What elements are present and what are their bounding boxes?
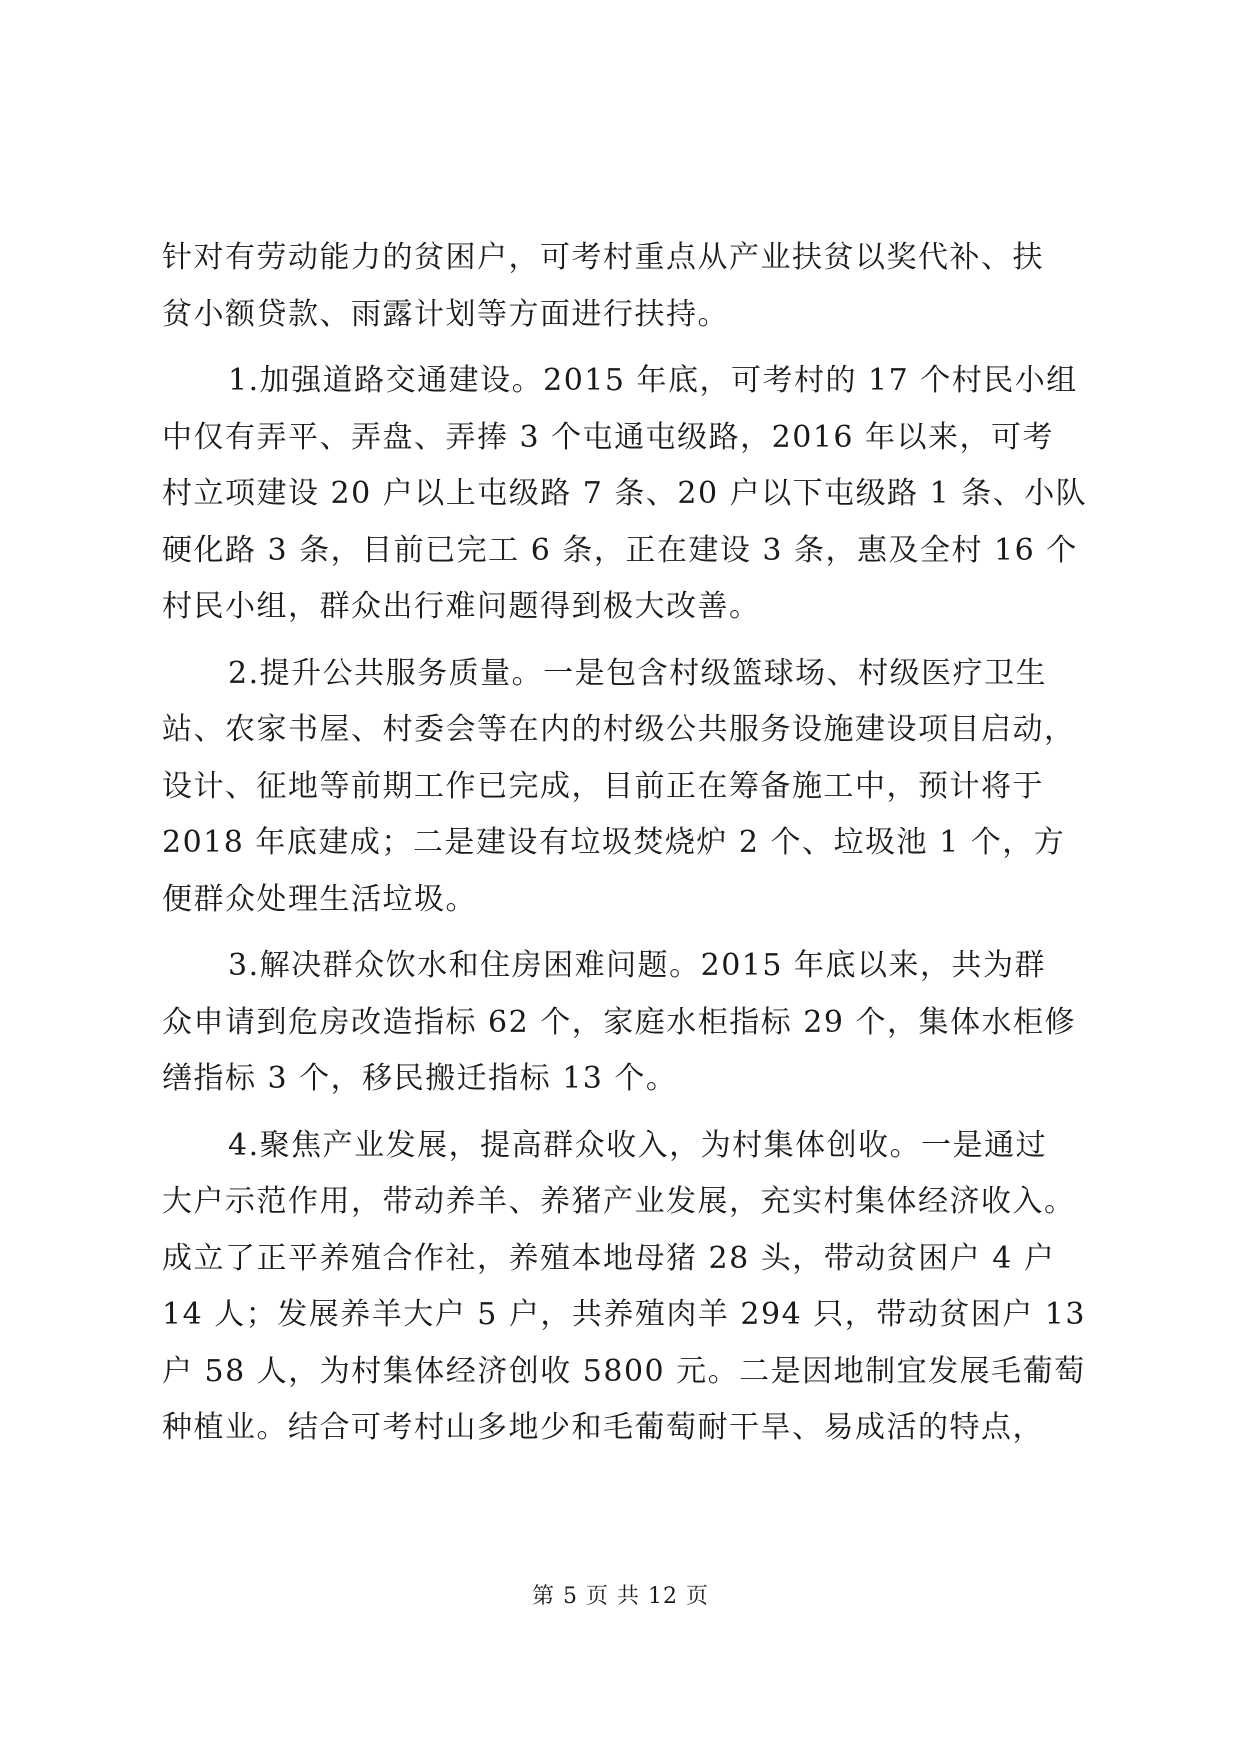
text-line: 硬化路 3 条，目前已完工 6 条，正在建设 3 条，惠及全村 16 个 [162,532,1078,568]
text-line: 村立项建设 20 户以上屯级路 7 条、20 户以下屯级路 1 条、小队 [162,476,1088,511]
text-line: 中仅有弄平、弄盘、弄捧 3 个屯通屯级路，2016 年以来，可考 [162,419,1055,455]
text-line: 村民小组，群众出行难问题得到极大改善。 [162,589,761,624]
paragraph-intro [162,230,1082,343]
paragraph-public-services [162,646,1082,929]
text-line: 3.解决群众饮水和住房困难问题。2015 年底以来，共为群 [228,948,1047,983]
text-line: 贫小额贷款、雨露计划等方面进行扶持。 [162,296,729,332]
paragraph-water-housing [162,938,1082,1108]
text-line: 种植业。结合可考村山多地少和毛葡萄耐干旱、易成活的特点， [162,1410,1044,1445]
text-line: 大户示范作用，带动养羊、养猪产业发展，充实村集体经济收入。 [162,1184,1076,1219]
paragraph-industry-development [162,1118,1086,1457]
text-line: 众申请到危房改造指标 62 个，家庭水柜指标 29 个，集体水柜修 [162,1004,1076,1040]
text-line: 成立了正平养殖合作社，养殖本地母猪 28 头，带动贫困户 4 户 [162,1240,1056,1276]
text-line: 缮指标 3 个，移民搬迁指标 13 个。 [162,1061,678,1096]
text-line: 户 58 人，为村集体经济创收 5800 元。二是因地制宜发展毛葡萄 [162,1353,1086,1389]
text-line: 14 人；发展养羊大户 5 户，共养殖肉羊 294 只，带动贫困户 13 [162,1297,1086,1332]
text-line: 站、农家书屋、村委会等在内的村级公共服务设施建设项目启动， [162,712,1076,747]
document-body [162,230,1088,1467]
text-line: 设计、征地等前期工作已完成，目前正在筹备施工中，预计将于 [162,768,1044,804]
text-line: 2.提升公共服务质量。一是包含村级篮球场、村级医疗卫生 [228,655,1048,691]
text-line: 1.加强道路交通建设。2015 年底，可考村的 17 个村民小组 [228,363,1078,398]
text-line: 4.聚焦产业发展，提高群众收入，为村集体创收。一是通过 [228,1127,1048,1163]
paragraph-road-construction [162,353,1088,636]
page-number-footer: 第 5 页 共 12 页 [532,1584,709,1609]
text-line: 2018 年底建成；二是建设有垃圾焚烧炉 2 个、垃圾池 1 个，方 [162,825,1066,860]
text-line: 针对有劳动能力的贫困户，可考村重点从产业扶贫以奖代补、扶 [162,240,1044,275]
text-line: 便群众处理生活垃圾。 [162,881,477,917]
